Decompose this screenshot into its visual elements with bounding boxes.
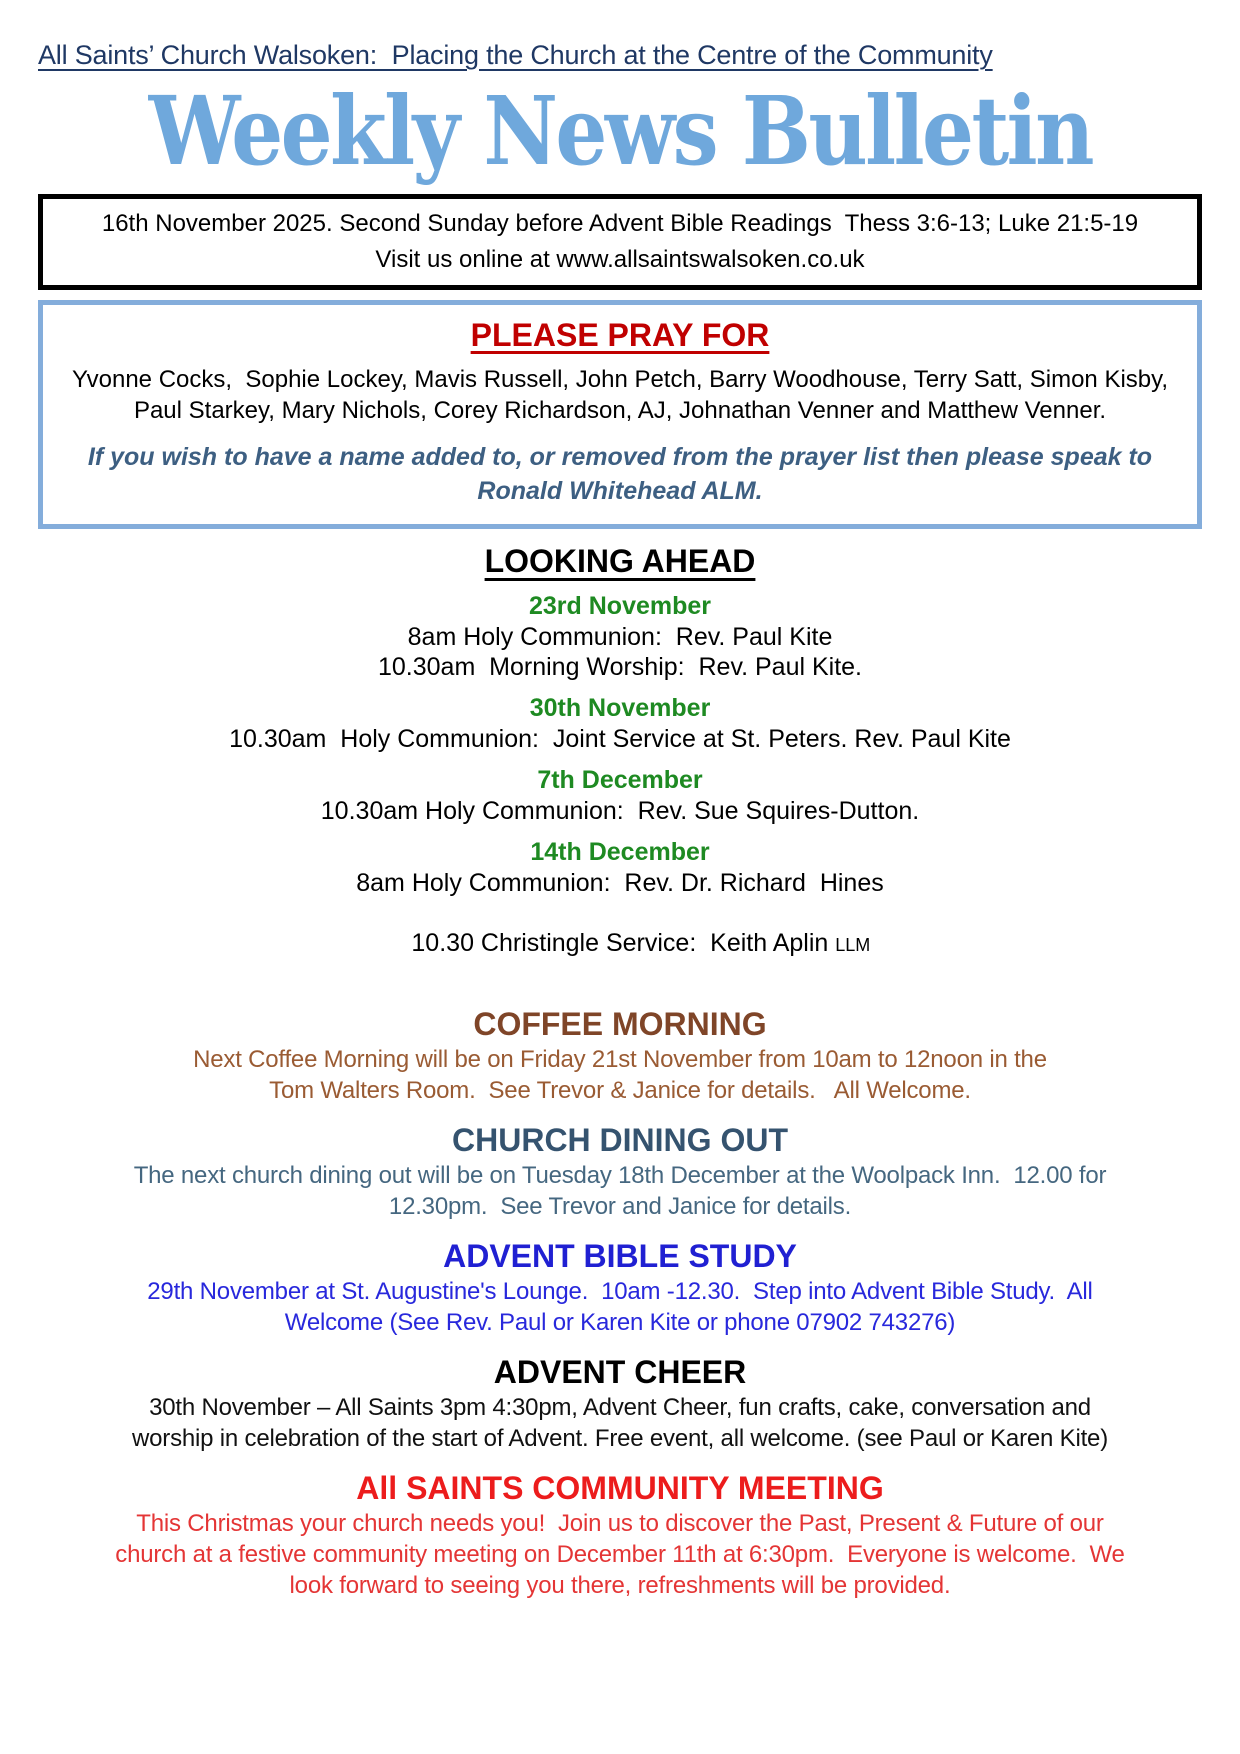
title-row — [38, 76, 1202, 187]
prayer-names — [51, 364, 1189, 426]
prayer-names-line: Paul Starkey, Mary Nichols, Corey Richardson, AJ, Johnathan Venner and Matthew Venner. — [133, 396, 1107, 424]
llm-suffix: LLM — [835, 934, 871, 955]
event-date: 7th December — [537, 765, 703, 794]
section-heading: ADVENT BIBLE STUDY — [443, 1237, 797, 1274]
service-date-readings: 16th November 2025. Second Sunday before Advent Bible Readings Thess 3:6-13; Luke 21:5-19 — [101, 209, 1139, 237]
event-line: 8am Holy Communion: Rev. Dr. Richard Hines — [356, 868, 884, 897]
event-14th-december — [38, 837, 1202, 990]
event-line: 10.30am Holy Communion: Joint Service at St. Peters. Rev. Paul Kite — [229, 724, 1011, 753]
website-line: Visit us online at www.allsaintswalsoken.co.uk — [375, 245, 865, 273]
section-advent-cheer — [38, 1352, 1202, 1454]
event-line: 10.30am Holy Communion: Rev. Sue Squires-Dutton. — [320, 796, 920, 825]
event-line-christingle — [38, 898, 1202, 990]
section-body-line: Next Coffee Morning will be on Friday 21st November from 10am to 12noon in the — [193, 1045, 1047, 1073]
section-body-line: This Christmas your church needs you! Join us to discover the Past, Present & Future of our — [136, 1509, 1104, 1537]
section-body-line: 29th November at St. Augustine's Lounge. 10am -12.30. Step into Advent Bible Study. All — [147, 1277, 1093, 1305]
looking-ahead-heading-row — [38, 529, 1202, 580]
section-body-line: look forward to seeing you there, refreshments will be provided. — [289, 1571, 951, 1599]
church-tagline: All Saints’ Church Walsoken: Placing the Church at the Centre of the Community — [38, 40, 993, 70]
page-title: Weekly News Bulletin — [148, 76, 1092, 187]
event-date: 23rd November — [528, 591, 712, 620]
looking-ahead-heading: LOOKING AHEAD — [484, 542, 756, 579]
section-body-line: Tom Walters Room. See Trevor & Janice for details. All Welcome. — [269, 1076, 971, 1104]
section-coffee-morning — [38, 1004, 1202, 1106]
event-date: 14th December — [530, 837, 710, 866]
prayer-note — [51, 440, 1189, 508]
prayer-heading: PLEASE PRAY FOR — [470, 316, 770, 353]
section-advent-bible-study — [38, 1236, 1202, 1338]
christingle-text: 10.30 Christingle Service: Keith Aplin — [411, 928, 836, 957]
section-heading: All SAINTS COMMUNITY MEETING — [356, 1469, 884, 1506]
event-line: 8am Holy Communion: Rev. Paul Kite — [407, 622, 833, 651]
event-date: 30th November — [529, 693, 711, 722]
service-info-box — [38, 194, 1202, 290]
section-body-line: church at a festive community meeting on December 11th at 6:30pm. Everyone is welcome. We — [115, 1540, 1125, 1568]
event-30th-november — [38, 693, 1202, 754]
section-body-line: worship in celebration of the start of Advent. Free event, all welcome. (see Paul or Karen Kite) — [132, 1424, 1108, 1452]
section-body-line: 30th November – All Saints 3pm 4:30pm, Advent Cheer, fun crafts, cake, conversation and — [149, 1393, 1091, 1421]
section-community-meeting — [38, 1468, 1202, 1601]
section-body-line: The next church dining out will be on Tuesday 18th December at the Woolpack Inn. 12.00 for — [133, 1161, 1107, 1189]
section-church-dining-out — [38, 1120, 1202, 1222]
section-heading: CHURCH DINING OUT — [452, 1121, 788, 1158]
event-23rd-november — [38, 591, 1202, 682]
section-body-line: Welcome (See Rev. Paul or Karen Kite or phone 07902 743276) — [284, 1308, 956, 1336]
prayer-note-line: If you wish to have a name added to, or removed from the prayer list then please speak to — [87, 442, 1153, 471]
event-line: 10.30am Morning Worship: Rev. Paul Kite. — [377, 652, 863, 681]
section-heading: ADVENT CHEER — [493, 1353, 747, 1390]
event-7th-december — [38, 765, 1202, 826]
prayer-box — [38, 300, 1202, 529]
section-heading: COFFEE MORNING — [473, 1005, 767, 1042]
prayer-names-line: Yvonne Cocks, Sophie Lockey, Mavis Russell, John Petch, Barry Woodhouse, Terry Satt, Simon Kisby, — [71, 365, 1169, 393]
prayer-note-line: Ronald Whitehead ALM. — [477, 476, 763, 505]
section-body-line: 12.30pm. See Trevor and Janice for details. — [388, 1192, 852, 1220]
